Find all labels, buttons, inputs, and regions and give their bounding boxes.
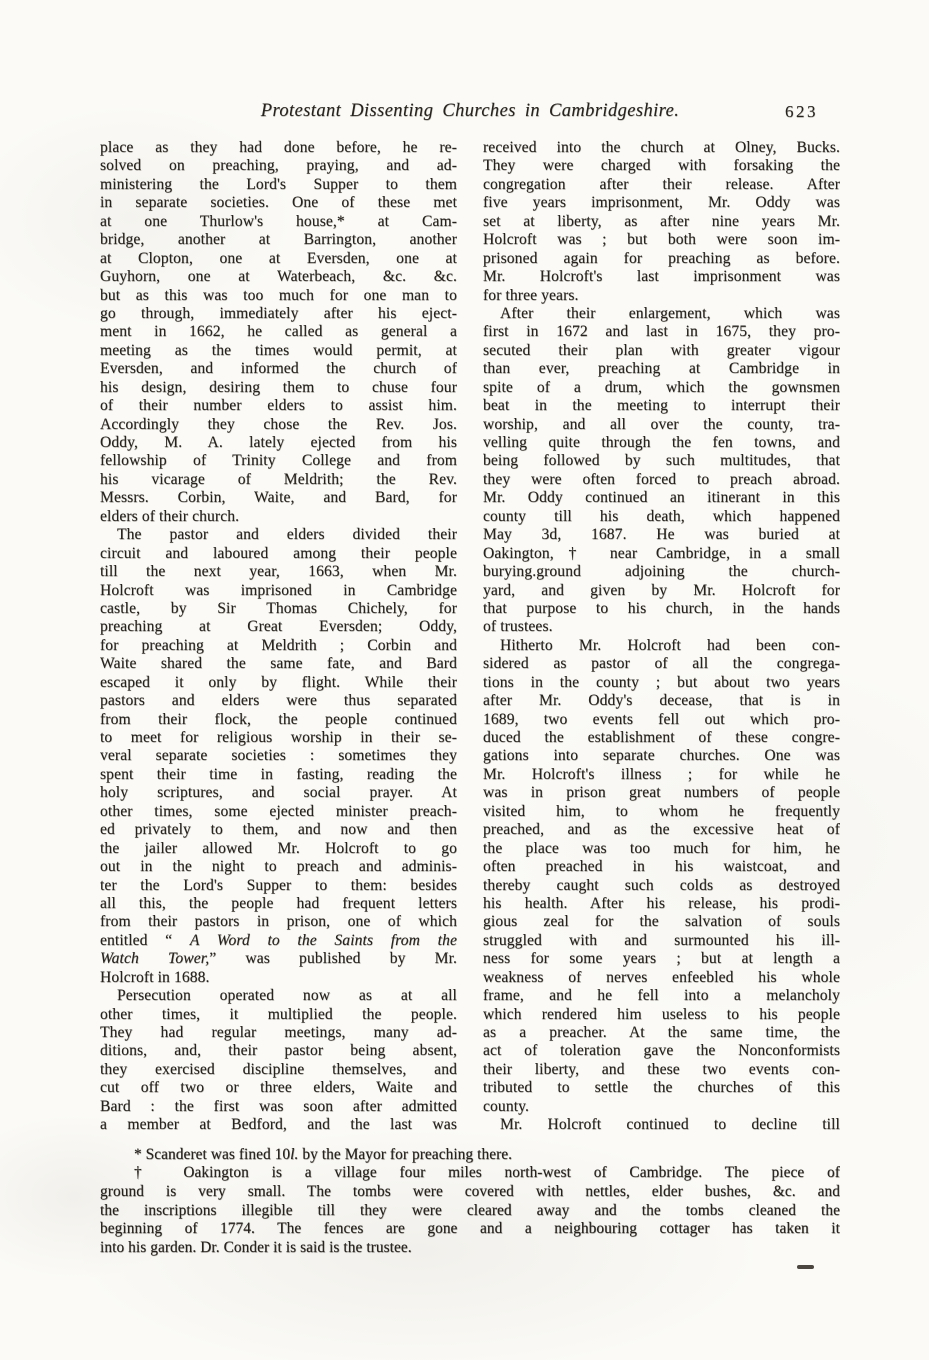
text-segment: ed privately to them, and now and then xyxy=(100,821,457,839)
text-line xyxy=(483,950,840,968)
running-head xyxy=(100,101,840,127)
end-mark-dash xyxy=(797,1265,814,1269)
text-segment: Accordingly they chose the Rev. Jos. xyxy=(100,415,457,433)
text-segment: May 3d, 1687. He was buried at xyxy=(483,526,840,544)
text-line xyxy=(100,969,457,987)
text-line xyxy=(100,360,457,378)
text-line xyxy=(100,1239,840,1258)
text-segment: that purpose to his church, in the hands xyxy=(483,599,840,617)
text-line xyxy=(483,655,840,673)
text-segment: county till his death, which happened xyxy=(483,507,840,525)
text-line xyxy=(483,1061,840,1079)
text-segment: their liberty, and these two events con- xyxy=(483,1060,840,1078)
text-line xyxy=(100,913,457,931)
text-line xyxy=(100,305,457,323)
text-segment: escaped it only by flight. While their xyxy=(100,673,457,691)
text-line xyxy=(483,729,840,747)
text-segment: visited him, to whom he frequently xyxy=(483,802,840,820)
text-segment: Mr. Oddy continued an itinerant in this xyxy=(483,489,840,507)
text-segment: by the Mayor for preaching there. xyxy=(298,1145,513,1163)
text-line xyxy=(483,139,840,157)
text-line xyxy=(483,397,840,415)
text-line xyxy=(100,729,457,747)
text-line xyxy=(100,1006,457,1024)
text-segment: circuit and laboured among their people xyxy=(100,544,457,562)
text-line xyxy=(483,637,840,655)
text-line xyxy=(100,157,457,175)
text-segment: received into the church at Olney, Bucks. xyxy=(483,139,840,156)
text-line xyxy=(483,1098,840,1116)
text-segment: of their number elders to assist him. xyxy=(100,397,457,415)
text-line xyxy=(483,969,840,987)
text-line xyxy=(100,1098,457,1116)
text-line xyxy=(100,323,457,341)
text-line xyxy=(100,489,457,507)
text-segment: was in prison great numbers of people xyxy=(483,784,840,802)
text-segment: out in the night to preach and adminis- xyxy=(100,858,457,876)
text-segment: the jailer allowed Mr. Holcroft to go xyxy=(100,839,457,857)
text-line xyxy=(100,637,457,655)
text-line xyxy=(100,858,457,876)
text-line xyxy=(100,397,457,415)
text-line xyxy=(100,1164,840,1183)
text-line xyxy=(100,1024,457,1042)
text-line xyxy=(483,213,840,231)
text-segment: Holcroft was ; but both were soon im- xyxy=(483,231,840,249)
text-line xyxy=(483,563,840,581)
text-line xyxy=(100,268,457,286)
text-line xyxy=(483,287,840,305)
text-line xyxy=(100,563,457,581)
text-line xyxy=(483,434,840,452)
text-segment: congregation after their release. After xyxy=(483,175,840,193)
column-left xyxy=(100,139,457,1135)
text-segment: frame, and he fell into a melancholy xyxy=(483,987,840,1005)
text-segment: preached, and as the excessive heat of xyxy=(483,821,840,839)
text-line xyxy=(483,600,840,618)
text-segment: holy scriptures, and social prayer. At xyxy=(100,784,457,802)
text-line xyxy=(100,231,457,249)
text-line xyxy=(483,379,840,397)
text-line xyxy=(100,692,457,710)
text-segment: pastors and elders were thus separated xyxy=(100,692,457,710)
text-line xyxy=(483,1116,840,1134)
text-segment: gations into separate churches. One was xyxy=(483,747,840,765)
text-line xyxy=(100,452,457,470)
text-segment: ” was published by Mr. xyxy=(209,950,457,968)
text-line xyxy=(100,932,457,950)
text-line xyxy=(483,157,840,175)
text-line xyxy=(483,877,840,895)
text-line xyxy=(483,840,840,858)
text-line xyxy=(483,194,840,212)
text-segment: go through, immediately after his eject- xyxy=(100,304,457,322)
text-segment: the inscriptions illegible till they were cleared away and the tombs cleaned the xyxy=(100,1201,840,1219)
text-line xyxy=(483,803,840,821)
text-line xyxy=(100,711,457,729)
text-line xyxy=(100,1220,840,1239)
text-segment: tributed to settle the churches of this xyxy=(483,1079,840,1097)
text-line xyxy=(100,618,457,636)
text-segment: elders of their church. xyxy=(100,507,240,525)
text-line xyxy=(483,305,840,323)
text-segment: Guyhorn, one at Waterbeach, &c. &c. xyxy=(100,268,457,286)
text-segment: a member at Bedford, and the last was xyxy=(100,1116,457,1134)
text-segment: velling quite through the fen towns, and xyxy=(483,434,840,451)
text-segment: in separate societies. One of these met xyxy=(100,194,457,212)
text-segment: cut off two or three elders, Waite and xyxy=(100,1079,457,1097)
text-line xyxy=(100,1202,840,1221)
text-line xyxy=(483,913,840,931)
text-segment: thereby caught such colds as destroyed xyxy=(483,876,840,894)
text-segment: five years imprisonment, Mr. Oddy was xyxy=(483,194,840,212)
text-line xyxy=(483,452,840,470)
text-segment: ness for some years ; but at length a xyxy=(483,950,840,968)
text-segment: prisoned again for preaching as before. xyxy=(483,249,840,267)
footnotes-block xyxy=(100,1146,840,1258)
text-segment: all this, the people had frequent letters xyxy=(100,894,457,912)
text-segment: for three years. xyxy=(483,286,579,304)
text-line xyxy=(100,379,457,397)
text-segment: burying.ground adjoining the church- xyxy=(483,563,840,581)
text-line xyxy=(483,231,840,249)
text-line xyxy=(100,1042,457,1060)
text-line xyxy=(483,858,840,876)
text-line xyxy=(100,600,457,618)
text-segment: † Oakington is a village four miles north-west of Cambridge. The piece of xyxy=(134,1164,840,1182)
text-segment: entitled “ xyxy=(100,931,190,949)
text-line xyxy=(483,176,840,194)
text-line xyxy=(100,434,457,452)
text-line xyxy=(483,821,840,839)
text-segment: After their enlargement, which was xyxy=(500,304,840,322)
italic-text-segment: l. xyxy=(290,1145,299,1163)
text-segment: other times, some ejected minister preach- xyxy=(100,802,457,820)
text-segment: at Clopton, one at Eversden, one at xyxy=(100,249,457,267)
text-segment: Bard : the first was soon after admitted xyxy=(100,1097,457,1115)
text-segment: ministering the Lord's Supper to them xyxy=(100,175,457,193)
text-segment: Holcroft was imprisoned in Cambridge xyxy=(100,581,457,599)
text-segment: Eversden, and informed the church of xyxy=(100,360,457,378)
text-line xyxy=(483,323,840,341)
text-segment: Mr. Holcroft's last imprisonment was xyxy=(483,268,840,286)
text-segment: act of toleration gave the Nonconformists xyxy=(483,1042,840,1060)
text-segment: The pastor and elders divided their xyxy=(117,526,457,544)
text-line xyxy=(100,582,457,600)
italic-text-segment: Watch Tower, xyxy=(100,950,210,968)
text-segment: often preached in his waistcoat, and xyxy=(483,858,840,876)
text-line xyxy=(483,784,840,802)
text-segment: They had regular meetings, many ad- xyxy=(100,1024,457,1041)
text-segment: meeting as the times would permit, at xyxy=(100,341,457,359)
text-line xyxy=(483,1024,840,1042)
text-segment: into his garden. Dr. Conder it is said is the trustee. xyxy=(100,1239,412,1257)
text-segment: as a preacher. At the same time, the xyxy=(483,1024,840,1041)
text-segment: of trustees. xyxy=(483,618,553,636)
column-right xyxy=(483,139,840,1135)
text-segment: 1689, two events fell out which pro- xyxy=(483,710,840,728)
text-segment: solved on preaching, praying, and ad- xyxy=(100,157,457,175)
text-segment: they exercised discipline themselves, and xyxy=(100,1060,457,1078)
text-segment: bridge, another at Barrington, another xyxy=(100,231,457,249)
text-line xyxy=(483,747,840,765)
text-line xyxy=(483,526,840,544)
text-segment: Hitherto Mr. Holcroft had been con- xyxy=(500,636,840,654)
text-line xyxy=(483,987,840,1005)
text-segment: spite of a drum, which the gownsmen xyxy=(483,378,840,396)
text-segment: ter the Lord's Supper to them: besides xyxy=(100,876,457,894)
text-segment: Messrs. Corbin, Waite, and Bard, for xyxy=(100,489,457,507)
text-line xyxy=(483,674,840,692)
text-segment: ditions, and, their pastor being absent, xyxy=(100,1042,457,1060)
text-segment: sidered as pastor of all the congrega- xyxy=(483,655,840,673)
page-content xyxy=(100,101,840,1258)
text-line xyxy=(100,821,457,839)
text-segment: ground is very small. The tombs were covered with nettles, elder bushes, &c. and xyxy=(100,1183,840,1200)
text-segment: which rendered him useless to his people xyxy=(483,1005,840,1023)
text-line xyxy=(100,987,457,1005)
text-segment: from their flock, the people continued xyxy=(100,710,457,728)
text-line xyxy=(483,508,840,526)
text-segment: for preaching at Meldrith ; Corbin and xyxy=(100,636,457,654)
text-segment: castle, by Sir Thomas Chichely, for xyxy=(100,599,457,617)
text-line xyxy=(483,416,840,434)
text-line xyxy=(483,360,840,378)
text-segment: yard, and given by Mr. Holcroft for xyxy=(483,581,840,599)
italic-text-segment: A Word to the Saints from the xyxy=(189,931,457,949)
text-segment: They were charged with forsaking the xyxy=(483,157,840,175)
page-title: Protestant Dissenting Churches in Cambridgeshire. xyxy=(260,101,680,121)
text-segment: Mr. Holcroft's illness ; for while he xyxy=(483,765,840,783)
text-segment: beginning of 1774. The fences are gone and a neighbouring cottager has taken it xyxy=(100,1220,840,1238)
text-segment: Holcroft in 1688. xyxy=(100,968,210,986)
text-line xyxy=(100,194,457,212)
text-line xyxy=(483,250,840,268)
text-line xyxy=(100,213,457,231)
text-line xyxy=(483,618,840,636)
text-line xyxy=(100,766,457,784)
text-line xyxy=(100,784,457,802)
text-line xyxy=(100,176,457,194)
text-line xyxy=(483,1079,840,1097)
text-segment: Mr. Holcroft continued to decline till xyxy=(500,1116,840,1134)
text-segment: struggled with and surmounted his ill- xyxy=(483,931,840,949)
text-segment: at one Thurlow's house,* at Cam- xyxy=(100,212,457,230)
text-segment: the place was too much for him, he xyxy=(483,839,840,857)
text-segment: his vicarage of Meldrith; the Rev. xyxy=(100,470,457,488)
text-line xyxy=(100,287,457,305)
two-column-text-block xyxy=(100,139,840,1135)
text-segment: fellowship of Trinity College and from xyxy=(100,452,457,470)
text-line xyxy=(100,342,457,360)
text-segment: gious zeal for the salvation of souls xyxy=(483,913,840,931)
text-segment: preaching at Great Eversden; Oddy, xyxy=(100,618,457,636)
text-line xyxy=(100,674,457,692)
text-line xyxy=(100,508,457,526)
text-line xyxy=(100,1079,457,1097)
text-line xyxy=(483,711,840,729)
text-segment: secuted their plan with greater vigour xyxy=(483,341,840,359)
text-segment: his health. After his release, his prodi- xyxy=(483,894,840,912)
text-line xyxy=(483,895,840,913)
page-number: 623 xyxy=(785,102,818,121)
text-line xyxy=(100,545,457,563)
text-line xyxy=(100,139,457,157)
text-line xyxy=(483,692,840,710)
text-line xyxy=(483,582,840,600)
text-line xyxy=(100,877,457,895)
text-segment: from their pastors in prison, one of which xyxy=(100,913,457,931)
text-segment: Persecution operated now as at all xyxy=(117,987,457,1005)
text-segment: county. xyxy=(483,1097,530,1115)
text-line xyxy=(483,1042,840,1060)
text-line xyxy=(100,895,457,913)
text-line xyxy=(100,803,457,821)
text-segment: being followed by such multitudes, that xyxy=(483,452,840,470)
text-segment: than ever, preaching at Cambridge in xyxy=(483,360,840,378)
text-line xyxy=(100,471,457,489)
text-segment: spent their time in fasting, reading the xyxy=(100,765,457,783)
text-segment: ment in 1662, he called as general a xyxy=(100,323,457,341)
text-segment: weakness of nerves enfeebled his whole xyxy=(483,968,840,986)
text-line xyxy=(483,932,840,950)
text-segment: but as this was too much for one man to xyxy=(100,286,457,304)
text-segment: after Mr. Oddy's decease, that is in xyxy=(483,692,840,710)
text-segment: to meet for religious worship in their se- xyxy=(100,729,457,746)
text-line xyxy=(100,526,457,544)
text-line xyxy=(100,1146,840,1165)
text-line xyxy=(100,250,457,268)
text-segment: Waite shared the same fate, and Bard xyxy=(100,655,457,673)
text-segment: they were often forced to preach abroad. xyxy=(483,470,840,488)
text-segment: set at liberty, as after nine years Mr. xyxy=(483,212,840,230)
text-line xyxy=(100,655,457,673)
text-segment: other times, it multiplied the people. xyxy=(100,1005,457,1023)
text-line xyxy=(100,1116,457,1134)
text-line xyxy=(100,950,457,968)
text-segment: till the next year, 1663, when Mr. xyxy=(100,563,457,581)
text-segment: veral separate societies : sometimes they xyxy=(100,747,457,765)
text-line xyxy=(483,1006,840,1024)
text-segment: first in 1672 and last in 1675, they pro- xyxy=(483,323,840,341)
text-segment: worship, and all over the county, tra- xyxy=(483,415,840,433)
text-segment: his design, desiring them to chuse four xyxy=(100,378,457,396)
text-line xyxy=(100,747,457,765)
text-segment: * Scanderet was fined 10 xyxy=(134,1145,291,1163)
text-segment: Oakington,† near Cambridge, in a small xyxy=(483,544,840,562)
text-segment: Oddy, M. A. lately ejected from his xyxy=(100,434,457,451)
text-segment: tions in the county ; but about two years xyxy=(483,673,840,691)
text-line xyxy=(100,416,457,434)
text-segment: place as they had done before, he re- xyxy=(100,139,457,156)
text-line xyxy=(483,766,840,784)
text-line xyxy=(100,1183,840,1202)
text-line xyxy=(483,268,840,286)
text-line xyxy=(483,471,840,489)
text-segment: duced the establishment of these congre- xyxy=(483,729,840,746)
text-line xyxy=(100,840,457,858)
text-line xyxy=(100,1061,457,1079)
text-line xyxy=(483,342,840,360)
text-segment: beat in the meeting to interrupt their xyxy=(483,397,840,415)
text-line xyxy=(483,489,840,507)
text-line xyxy=(483,545,840,563)
